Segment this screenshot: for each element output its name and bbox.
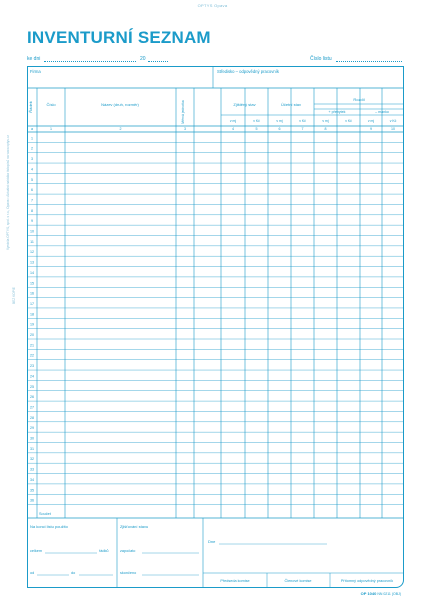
row-number: 26 (30, 395, 34, 400)
row-number: 29 (30, 426, 34, 431)
col-index-num: 6 (278, 127, 281, 131)
col-index-num: 4 (232, 127, 234, 131)
row-number: 25 (30, 384, 34, 389)
radku-label: řádků (99, 549, 109, 553)
col-index-num: 5 (255, 127, 258, 131)
col-unit: v mj (229, 119, 237, 123)
row-number: 16 (30, 291, 34, 296)
row-number: 4 (31, 167, 33, 172)
side-imprint: Vyrobila OPTYS, spol. s r.o., Opava • Aktuální nabídka tiskopisů na www.optys.cz (6, 135, 10, 250)
row-number: 22 (30, 353, 34, 358)
predseda-label: Předseda komise (220, 579, 250, 583)
col-zjisteny-stav: Zjištěný stav (233, 102, 256, 107)
row-number: 6 (31, 188, 33, 193)
form-code: OP 1040 NN 0211 (OBJ) (360, 591, 401, 596)
col-unit: v mj (276, 119, 283, 123)
year-field[interactable] (148, 61, 168, 62)
row-number: 12 (30, 250, 34, 255)
row-number: 32 (30, 457, 34, 462)
row-number: 15 (30, 281, 34, 286)
skonceno-label: skončeno (120, 571, 137, 575)
row-number: 11 (30, 239, 34, 244)
row-number: 30 (30, 436, 34, 441)
row-number: 17 (30, 301, 34, 306)
zapocato-label: započato (120, 549, 136, 553)
year-prefix: 20 (140, 56, 146, 62)
pritomny-label: Přítomný odpovědný pracovník (340, 579, 394, 583)
col-radek: Řádek (28, 101, 33, 113)
celkem-label: celkem (30, 549, 43, 553)
cislo-listu-field[interactable] (336, 61, 402, 62)
row-number: 18 (30, 312, 34, 317)
row-number: 27 (30, 405, 34, 410)
col-index-num: 10 (391, 127, 395, 131)
row-number: 34 (30, 477, 34, 482)
row-number: 19 (30, 322, 34, 327)
col-nazev: Název (druh, rozměr) (101, 102, 139, 107)
row-number: 14 (30, 270, 34, 275)
col-merna-jednotka: Měrná jednotka (181, 100, 185, 124)
row-number: 36 (30, 498, 34, 503)
col-index-num: 3 (184, 127, 186, 131)
do-label: do (71, 571, 76, 575)
col-index-num: 9 (370, 127, 372, 131)
col-index-num: 1 (50, 127, 52, 131)
row-number: 31 (30, 446, 34, 451)
row-number: 21 (30, 343, 34, 348)
dne-label: Dne (208, 539, 216, 544)
col-index-num: 7 (301, 127, 304, 131)
row-number: 24 (30, 374, 34, 379)
cislo-listu-label: Číslo listu (310, 56, 332, 62)
col-rozdil: Rozdíl (353, 97, 365, 102)
col-unit: v Kč (299, 119, 306, 123)
row-number: 8 (31, 208, 33, 213)
col-unit: v mj (367, 119, 375, 123)
ke-dni-label: ke dni (27, 56, 41, 62)
row-number: 10 (30, 229, 34, 234)
row-number: 3 (31, 157, 33, 162)
col-manko: – manko (375, 110, 389, 114)
row-number: 2 (31, 146, 33, 151)
col-index-num: 2 (119, 127, 122, 131)
od-label: od (30, 571, 35, 575)
inventory-grid (27, 66, 404, 588)
row-number: 5 (31, 177, 33, 182)
page-title: INVENTURNÍ SEZNAM (27, 28, 211, 47)
inventory-form (27, 66, 404, 588)
col-prebytek: + přebytek (328, 110, 346, 114)
col-unit: v Kč (345, 119, 352, 123)
side-note: BEZ KOPIE (12, 287, 16, 304)
row-number: 1 (31, 136, 33, 141)
row-number: 35 (30, 488, 34, 493)
na-konci-label: Na konci listu použito (30, 524, 68, 529)
col-cislo: Číslo (46, 102, 56, 107)
top-mark: OPTYS Opava (197, 3, 228, 8)
ke-dni-field[interactable] (44, 61, 136, 62)
col-unit: v mj (322, 119, 329, 123)
col-unit: v Kč (253, 119, 260, 123)
col-index-num: 8 (324, 127, 327, 131)
row-number: 13 (30, 260, 34, 265)
row-number: 23 (30, 364, 34, 369)
row-number: 33 (30, 467, 34, 472)
firma-label: Firma (30, 69, 41, 74)
clenove-label: Členové komise (284, 579, 312, 583)
row-number: 7 (31, 198, 33, 203)
row-number: 20 (30, 333, 34, 337)
col-ucetni-stav: Účetní stav (280, 102, 302, 107)
col-unit: v Kč (389, 119, 397, 123)
col-index-a: a (31, 127, 33, 131)
row-number: 28 (30, 415, 34, 420)
row-number: 9 (31, 219, 33, 224)
stredisko-label: Středisko – odpovědný pracovník (217, 69, 279, 74)
zjistovani-label: Zjišťování stavu (120, 524, 149, 529)
soucet-label: Součet (39, 512, 51, 516)
